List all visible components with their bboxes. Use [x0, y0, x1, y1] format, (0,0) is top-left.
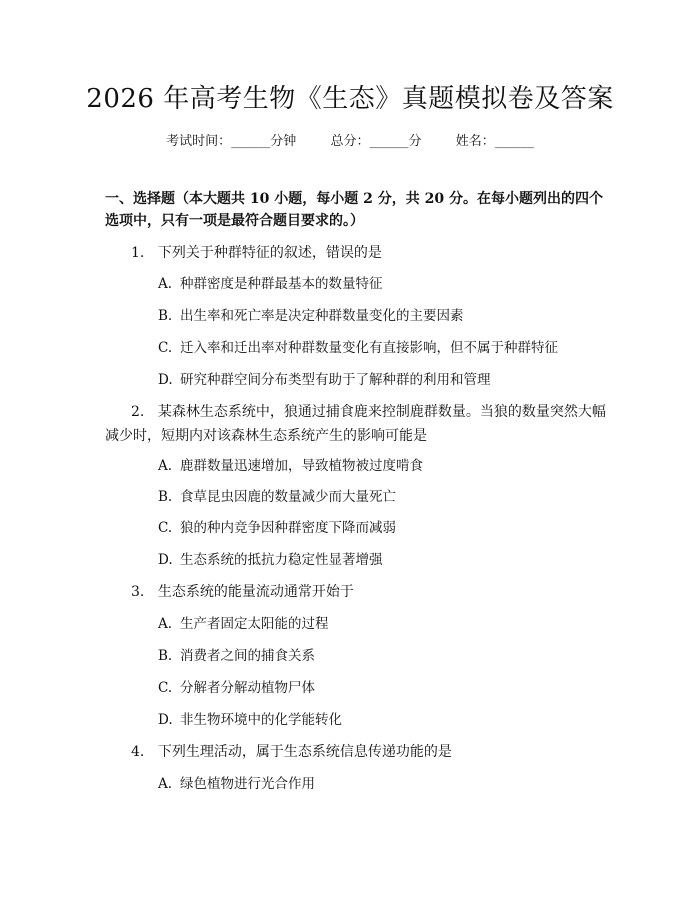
question-number: 3. [131, 584, 145, 600]
option-text: 绿色植物进行光合作用 [180, 776, 315, 792]
score-label: 总分： [330, 134, 370, 149]
question-1 [105, 241, 615, 265]
exam-info-line [0, 133, 700, 151]
question-number: 2. [131, 404, 145, 420]
question-number: 4. [131, 744, 145, 760]
question-1-option-c [158, 338, 618, 358]
question-1-option-b [158, 306, 618, 326]
exam-title: 2026 年高考生物《生态》真题模拟卷及答案 [86, 84, 614, 114]
name-label: 姓名： [455, 134, 495, 149]
option-letter: B. [158, 308, 173, 324]
question-3-option-c [158, 678, 618, 698]
option-letter: D. [158, 712, 173, 728]
question-3-option-a [158, 614, 618, 634]
option-text: 迁入率和迁出率对种群数量变化有直接影响，但不属于种群特征 [180, 340, 558, 356]
option-letter: A. [158, 776, 173, 792]
option-letter: C. [158, 680, 173, 696]
time-blank: ______ [231, 134, 271, 149]
question-4 [105, 740, 615, 764]
option-text: 鹿群数量迅速增加，导致植物被过度啃食 [180, 458, 423, 474]
question-1-option-a [158, 274, 618, 294]
option-letter: A. [158, 276, 173, 292]
time-unit: 分钟 [270, 134, 297, 149]
option-letter: A. [158, 616, 173, 632]
question-2-option-c [158, 518, 618, 538]
question-text: 下列关于种群特征的叙述，错误的是 [157, 245, 382, 261]
question-number: 1. [131, 245, 145, 261]
option-letter: D. [158, 372, 173, 388]
option-letter: A. [158, 458, 173, 474]
section-heading: 一、选择题（本大题共 10 小题，每小题 2 分，共 20 分。在每小题列出的四个选项中，只有一项是最符合题目要求的。） [105, 191, 603, 229]
option-text: 研究种群空间分布类型有助于了解种群的利用和管理 [180, 372, 491, 388]
option-text: 非生物环境中的化学能转化 [180, 712, 342, 728]
question-4-option-a [158, 774, 618, 794]
question-text: 下列生理活动，属于生态系统信息传递功能的是 [157, 744, 452, 760]
question-1-option-d [158, 370, 618, 390]
name-blank: ______ [494, 134, 534, 149]
question-text: 生态系统的能量流动通常开始于 [157, 584, 354, 600]
option-letter: C. [158, 340, 173, 356]
option-text: 出生率和死亡率是决定种群数量变化的主要因素 [180, 308, 464, 324]
time-label: 考试时间： [166, 134, 232, 149]
option-text: 狼的种内竞争因种群密度下降而减弱 [180, 520, 396, 536]
question-2-option-d [158, 550, 618, 570]
question-text: 某森林生态系统中，狼通过捕食鹿来控制鹿群数量。当狼的数量突然大幅减少时，短期内对该森林生态系统产生的影响可能是 [105, 404, 606, 444]
score-unit: 分 [408, 134, 422, 149]
option-letter: B. [158, 648, 173, 664]
question-2-option-b [158, 487, 618, 507]
option-letter: D. [158, 552, 173, 568]
option-text: 种群密度是种群最基本的数量特征 [180, 276, 383, 292]
option-text: 生产者固定太阳能的过程 [180, 616, 329, 632]
question-3 [105, 580, 615, 604]
question-3-option-b [158, 646, 618, 666]
question-2-option-a [158, 456, 618, 476]
option-text: 生态系统的抵抗力稳定性显著增强 [180, 552, 383, 568]
option-letter: B. [158, 489, 173, 505]
option-text: 分解者分解动植物尸体 [180, 680, 315, 696]
option-text: 食草昆虫因鹿的数量减少而大量死亡 [180, 489, 396, 505]
score-blank: ______ [369, 134, 409, 149]
question-3-option-d [158, 710, 618, 730]
option-text: 消费者之间的捕食关系 [180, 648, 315, 664]
option-letter: C. [158, 520, 173, 536]
question-2 [105, 400, 615, 448]
